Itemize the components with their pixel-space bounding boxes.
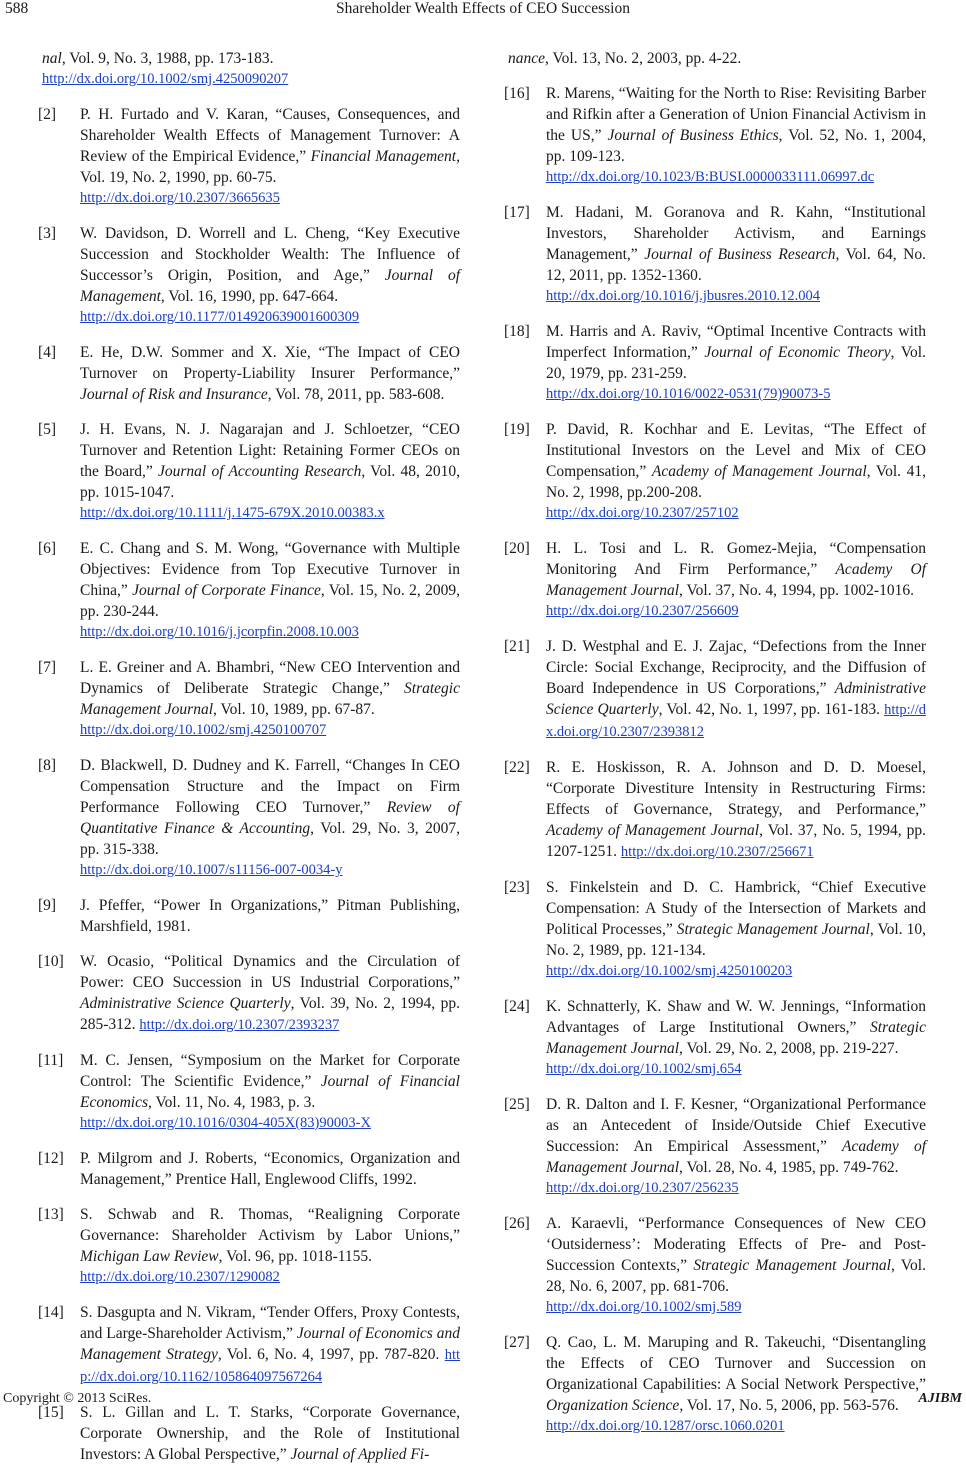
reference-source-title: nal — [42, 50, 62, 67]
reference-text: W. Davidson, D. Worrell and L. Cheng, “Key Executive Succession and Stockholder Wealth: The Influence of Successor’s Origin, Position, and Age,” — [80, 225, 460, 284]
reference-number: [27] — [504, 1334, 530, 1351]
reference-entry — [504, 636, 926, 743]
doi-link[interactable]: http://dx.doi.org/10.2307/1290082 — [80, 1269, 280, 1285]
reference-text: , Vol. 78, 2011, pp. 583-608. — [267, 386, 445, 403]
reference-text: S. Dasgupta and N. Vikram, “Tender Offers, Proxy Contests, and Large-Shareholder Activism,” — [80, 1304, 460, 1342]
reference-source-title: Strategic Management Journal — [676, 921, 870, 938]
doi-link[interactable]: http://dx.doi.org/10.1002/smj.589 — [546, 1299, 742, 1315]
reference-continuation — [38, 48, 460, 90]
reference-text: R. E. Hoskisson, R. A. Johnson and D. D. Moesel, “Corporate Divestiture Intensity in Restructuring Firms: Effects of Governance, Strategy, and Performance,” — [546, 759, 926, 818]
reference-entry — [38, 342, 460, 405]
reference-body — [80, 659, 460, 741]
reference-source-title: Journal of Risk and Insurance — [80, 386, 268, 403]
doi-link[interactable]: http://dx.doi.org/10.1016/0304-405X(83)90003-X — [80, 1115, 371, 1131]
reference-text: , Vol. 15, No. 2, 2009, pp. 230-244. — [80, 582, 461, 620]
reference-text: E. C. Chang and S. M. Wong, “Governance with Multiple Objectives: Evidence from Top Executive Turnover in China,” — [80, 540, 460, 599]
copyright-notice: Copyright © 2013 SciRes. — [3, 1391, 152, 1406]
reference-number: [15] — [38, 1404, 64, 1421]
reference-text: P. H. Furtado and V. Karan, “Causes, Consequences, and Shareholder Wealth Effects of Management Turnover: A Review of the Empirical Evidence,” — [80, 106, 460, 165]
reference-text: , Vol. 11, No. 4, 1983, p. 3. — [148, 1094, 316, 1111]
reference-number: [22] — [504, 759, 530, 776]
reference-source-title: Administrative Science Quarterly — [80, 995, 291, 1012]
reference-number: [25] — [504, 1096, 530, 1113]
reference-text: W. Ocasio, “Political Dynamics and the Circulation of Power: CEO Succession in US Industrial Corporations,” — [80, 953, 460, 991]
reference-entry — [504, 996, 926, 1080]
reference-body — [546, 638, 926, 740]
reference-number: [11] — [38, 1052, 64, 1069]
reference-source-title: Administrative Science Quarterly — [546, 680, 926, 718]
reference-entry — [504, 419, 926, 524]
reference-text: , Vol. 29, No. 2, 2008, pp. 219-227. — [679, 1040, 899, 1057]
doi-link[interactable]: http://dx.doi.org/10.1002/smj.4250100203 — [546, 963, 793, 979]
reference-number: [26] — [504, 1215, 530, 1232]
reference-number: [12] — [38, 1150, 64, 1167]
reference-text: , Vol. 37, No. 4, 1994, pp. 1002-1016. — [679, 582, 914, 599]
reference-body — [546, 1334, 926, 1437]
reference-text: , Vol. 52, No. 1, 2004, pp. 109-123. — [546, 127, 926, 165]
reference-source-title: Journal of Economic Theory — [704, 344, 891, 361]
reference-text: Q. Cao, L. M. Maruping and R. Takeuchi, “Disentangling the Effects of CEO Turnover and Succession on Organizational Capabilities: A Social Network Perspective,” — [546, 1334, 926, 1393]
reference-entry — [38, 419, 460, 524]
page-header — [0, 0, 966, 26]
reference-number: [2] — [38, 106, 57, 123]
reference-body — [80, 1150, 460, 1188]
reference-body — [80, 953, 460, 1033]
doi-link[interactable]: http://dx.doi.org/10.1002/smj.4250100707 — [80, 722, 327, 738]
reference-body — [546, 998, 926, 1080]
reference-body — [546, 1215, 926, 1318]
reference-entry — [504, 757, 926, 863]
reference-text: L. E. Greiner and A. Bhambri, “New CEO Intervention and Dynamics of Deliberate Strategic Change,” — [80, 659, 460, 697]
reference-text: , Vol. 16, 1990, pp. 647-664. — [160, 288, 339, 305]
doi-link[interactable]: http://dx.doi.org/10.1016/0022-0531(79)90073-5 — [546, 386, 831, 402]
reference-body — [80, 106, 460, 209]
reference-number: [6] — [38, 540, 57, 557]
reference-source-title: Financial Management — [310, 148, 457, 165]
reference-number: [3] — [38, 225, 57, 242]
doi-link[interactable]: http://dx.doi.org/10.1023/B:BUSI.0000033111.06997.dc — [546, 169, 875, 185]
reference-body — [80, 225, 460, 328]
reference-entry — [38, 223, 460, 328]
doi-link[interactable]: http://dx.doi.org/10.1287/orsc.1060.0201 — [546, 1418, 785, 1434]
reference-entry — [38, 1302, 460, 1388]
reference-source-title: Journal of Accounting Research — [158, 463, 362, 480]
reference-entry — [504, 1213, 926, 1318]
doi-link[interactable]: http://dx.doi.org/10.1016/j.jcorpfin.2008.10.003 — [80, 624, 359, 640]
reference-text: , Vol. 37, No. 5, 1994, pp. 1207-1251. — [546, 822, 927, 860]
running-title: Shareholder Wealth Effects of CEO Succession — [336, 0, 630, 17]
reference-text: , Vol. 10, No. 2, 1989, pp. 121-134. — [546, 921, 926, 959]
reference-entry — [38, 755, 460, 881]
reference-body — [80, 1052, 460, 1134]
reference-text: J. D. Westphal and E. J. Zajac, “Defections from the Inner Circle: Social Exchange, Reciprocity, and the Diffusion of Board Independence in US Corporations,” — [546, 638, 926, 697]
doi-link[interactable]: http://dx.doi.org/10.1002/smj.4250090207 — [42, 71, 289, 87]
reference-text: D. Blackwell, D. Dudney and K. Farrell, “Changes In CEO Compensation Structure and the Impact on Firm Performance Following CEO Turnover,” — [80, 757, 460, 816]
reference-source-title: Review of Quantitative Finance & Accounting — [80, 799, 460, 837]
reference-source-title: Michigan Law Review — [80, 1248, 219, 1265]
doi-link[interactable]: http://dx.doi.org/10.2307/257102 — [546, 505, 739, 521]
reference-number: [5] — [38, 421, 57, 438]
reference-number: [8] — [38, 757, 57, 774]
reference-number: [23] — [504, 879, 530, 896]
reference-entry — [504, 202, 926, 307]
doi-link[interactable]: http://dx.doi.org/10.1002/smj.654 — [546, 1061, 742, 1077]
reference-number: [19] — [504, 421, 530, 438]
reference-source-title: Academy Of Management Journal — [546, 561, 927, 599]
doi-link[interactable]: http://dx.doi.org/10.1007/s11156-007-0034-y — [80, 862, 343, 878]
reference-text: , Vol. 42, No. 1, 1997, pp. 161-183. — [658, 701, 885, 718]
reference-source-title: Journal of Financial Economics — [80, 1073, 460, 1111]
reference-text: J. H. Evans, N. J. Nagarajan and J. Schloetzer, “CEO Turnover and Retention Light: Retaining Former CEOs on the Board,” — [80, 421, 460, 480]
reference-source-title: Journal of Business Ethics — [607, 127, 779, 144]
reference-entry — [38, 895, 460, 937]
reference-text: R. Marens, “Waiting for the North to Rise: Revisiting Barber and Rifkin after a Generation of Union Financial Activism in the US,” — [546, 85, 926, 144]
reference-entry — [38, 951, 460, 1036]
reference-entry — [38, 104, 460, 209]
reference-source-title: Organization Science — [546, 1397, 680, 1414]
reference-text: S. Schwab and R. Thomas, “Realigning Corporate Governance: Shareholder Activism by Labor Unions,” — [80, 1206, 460, 1244]
reference-text: , Vol. 28, No. 4, 1985, pp. 749-762. — [679, 1159, 899, 1176]
reference-body — [80, 897, 460, 935]
reference-text: M. Harris and A. Raviv, “Optimal Incentive Contracts with Imperfect Information,” — [546, 323, 926, 361]
reference-number: [10] — [38, 953, 64, 970]
reference-entry — [38, 1050, 460, 1134]
reference-body — [546, 1096, 926, 1199]
reference-text: , Vol. 6, No. 4, 1997, pp. 787-820. — [217, 1346, 445, 1363]
reference-source-title: Strategic Management Journal — [80, 680, 460, 718]
reference-source-title: Journal of Applied Fi- — [290, 1446, 430, 1463]
reference-text: H. L. Tosi and L. R. Gomez-Mejia, “Compensation Monitoring And Firm Performance,” — [546, 540, 926, 578]
reference-source-title: Journal of Management — [80, 267, 461, 305]
doi-link[interactable]: http://dx.doi.org/10.2307/256671 — [620, 844, 814, 860]
reference-text: , Vol. 9, No. 3, 1988, pp. 173-183. — [61, 50, 274, 67]
reference-text: , Vol. 29, No. 3, 2007, pp. 315-338. — [80, 820, 461, 858]
reference-number: [20] — [504, 540, 530, 557]
reference-number: [14] — [38, 1304, 64, 1321]
reference-text: A. Karaevli, “Performance Consequences of New CEO ‘Outsiderness’: Moderating Effects of Pre- and Post-Succession Contexts,” — [546, 1215, 926, 1274]
doi-link[interactable]: http://dx.doi.org/10.2307/256609 — [546, 603, 739, 619]
reference-text: E. He, D.W. Sommer and X. Xie, “The Impact of CEO Turnover on Property-Liability Insurer Performance,” — [80, 344, 460, 382]
reference-entry — [504, 83, 926, 188]
reference-number: [9] — [38, 897, 57, 914]
reference-body — [80, 757, 460, 881]
reference-text: , Vol. 20, 1979, pp. 231-259. — [546, 344, 926, 382]
reference-source-title: Academy of Management Journal — [546, 1138, 927, 1176]
reference-entry — [504, 538, 926, 622]
page-number: 588 — [5, 0, 29, 17]
reference-text: , Vol. 13, No. 2, 2003, pp. 4-22. — [545, 50, 742, 67]
doi-link[interactable]: http://dx.doi.org/10.2307/3665635 — [80, 190, 280, 206]
reference-text: , Vol. 10, 1989, pp. 67-87. — [213, 701, 375, 718]
reference-body — [546, 540, 926, 622]
journal-abbreviation: AJIBM — [918, 1391, 962, 1406]
reference-text: , Vol. 28, No. 6, 2007, pp. 681-706. — [546, 1257, 926, 1295]
reference-text: , Vol. 96, pp. 1018-1155. — [218, 1248, 373, 1265]
reference-number: [7] — [38, 659, 57, 676]
doi-link[interactable]: http://dx.doi.org/10.1177/014920639001600309 — [80, 309, 360, 325]
reference-number: [24] — [504, 998, 530, 1015]
reference-text: P. David, R. Kochhar and E. Levitas, “The Effect of Institutional Investors on the Level and Mix of CEO Compensation,” — [546, 421, 926, 480]
reference-body — [80, 540, 460, 643]
reference-entry — [504, 1094, 926, 1199]
reference-number: [13] — [38, 1206, 64, 1223]
reference-entry — [38, 657, 460, 741]
reference-text: , Vol. 19, No. 2, 1990, pp. 60-75. — [80, 148, 460, 186]
reference-source-title: Strategic Management Journal — [693, 1257, 891, 1274]
reference-source-title: Academy of Management Journal — [546, 822, 760, 839]
reference-body — [80, 1206, 460, 1288]
reference-text: , Vol. 39, No. 2, 1994, pp. 285-312. — [80, 995, 460, 1033]
reference-number: [18] — [504, 323, 530, 340]
reference-source-title: Strategic Management Journal — [546, 1019, 926, 1057]
reference-entry — [504, 321, 926, 405]
reference-body — [546, 421, 926, 524]
reference-body — [546, 85, 926, 188]
reference-entry — [38, 1204, 460, 1288]
reference-number: [17] — [504, 204, 530, 221]
reference-text: S. Finkelstein and D. C. Hambrick, “Chief Executive Compensation: A Study of the Intersection of Markets and Political Processes,” — [546, 879, 926, 938]
reference-source-title: Journal of Economics and Management Strategy — [80, 1325, 460, 1363]
reference-text: D. R. Dalton and I. F. Kesner, “Organizational Performance as an Antecedent of Inside/Outside Chief Executive Succession: An Empirical Assessment,” — [546, 1096, 926, 1155]
left-column — [38, 48, 460, 1479]
reference-text: , Vol. 41, No. 2, 1998, pp.200-208. — [546, 463, 926, 501]
reference-entry — [504, 1332, 926, 1437]
reference-entry — [38, 538, 460, 643]
reference-body — [80, 344, 460, 403]
doi-link[interactable]: http://dx.doi.org/10.1111/j.1475-679X.2010.00383.x — [80, 505, 385, 521]
reference-body — [80, 421, 460, 524]
reference-text: P. Milgrom and J. Roberts, “Economics, Organization and Management,” Prentice Hall, Englewood Cliffs, 1992. — [80, 1150, 460, 1188]
reference-body — [546, 759, 926, 860]
doi-link[interactable]: http://dx.doi.org/10.2307/256235 — [546, 1180, 739, 1196]
doi-link[interactable]: http://dx.doi.org/10.2307/2393812 — [546, 702, 926, 740]
reference-text: M. C. Jensen, “Symposium on the Market for Corporate Control: The Scientific Evidence,” — [80, 1052, 460, 1090]
reference-source-title: Journal of Corporate Finance — [132, 582, 321, 599]
reference-text: J. Pfeffer, “Power In Organizations,” Pitman Publishing, Marshfield, 1981. — [80, 897, 460, 935]
reference-text: , Vol. 64, No. 12, 2011, pp. 1352-1360. — [546, 246, 927, 284]
reference-text: M. Hadani, M. Goranova and R. Kahn, “Institutional Investors, Shareholder Activism, and Earnings Management,” — [546, 204, 926, 263]
reference-number: [16] — [504, 85, 530, 102]
reference-number: [21] — [504, 638, 530, 655]
reference-text: K. Schnatterly, K. Shaw and W. W. Jennings, “Information Advantages of Large Institutional Owners,” — [546, 998, 926, 1036]
reference-source-title: Journal of Business Research — [644, 246, 836, 263]
page-footer — [0, 1391, 966, 1413]
right-column — [504, 48, 926, 1451]
reference-body — [546, 204, 926, 307]
reference-text: S. L. Gillan and L. T. Starks, “Corporate Governance, Corporate Ownership, and the Role of Institutional Investors: A Global Perspective,” — [80, 1404, 460, 1463]
reference-entry — [504, 877, 926, 982]
reference-body — [80, 1304, 460, 1385]
reference-source-title: Academy of Management Journal — [651, 463, 867, 480]
reference-text: , Vol. 17, No. 5, 2006, pp. 563-576. — [679, 1397, 899, 1414]
reference-continuation — [504, 48, 926, 69]
reference-source-title: nance — [508, 50, 546, 67]
doi-link[interactable]: http://dx.doi.org/10.1016/j.jbusres.2010.12.004 — [546, 288, 821, 304]
reference-number: [4] — [38, 344, 57, 361]
reference-entry — [38, 1148, 460, 1190]
doi-link[interactable]: http://dx.doi.org/10.1162/105864097567264 — [80, 1347, 460, 1385]
reference-text: , Vol. 48, 2010, pp. 1015-1047. — [80, 463, 460, 501]
reference-body — [546, 879, 926, 982]
doi-link[interactable]: http://dx.doi.org/10.2307/2393237 — [139, 1017, 340, 1033]
reference-body — [546, 323, 926, 405]
